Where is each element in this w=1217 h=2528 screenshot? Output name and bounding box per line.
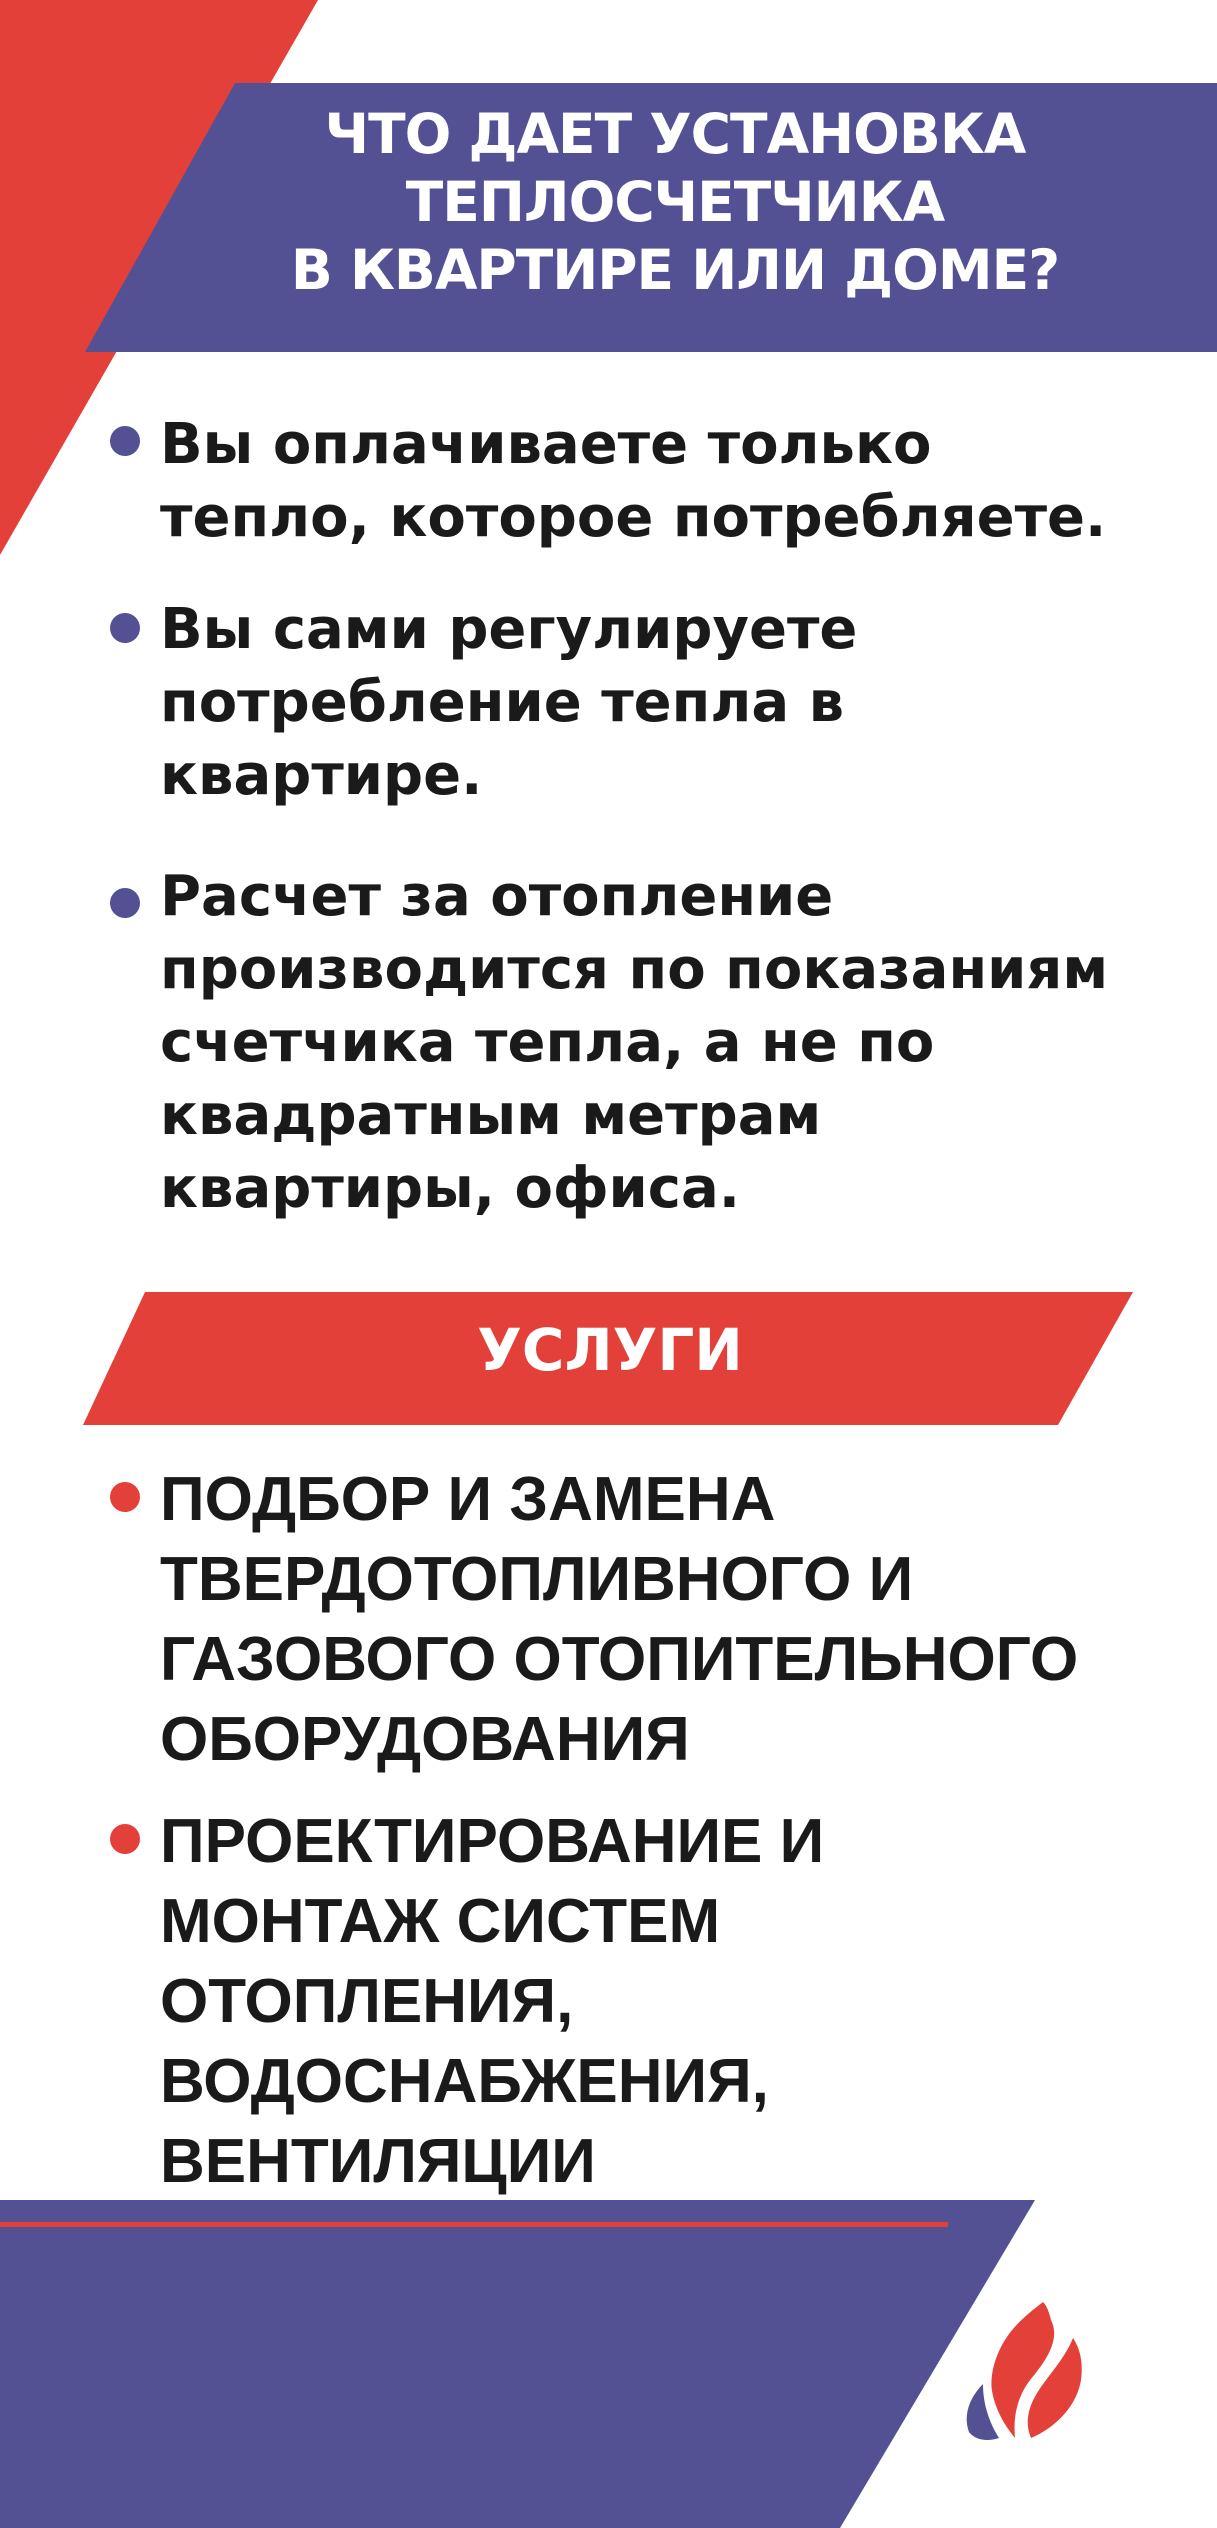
service-text: ПРОЕКТИРОВАНИЕ И МОНТАЖ СИСТЕМ ОТОПЛЕНИЯ, ВОДОСНАБЖЕНИЯ, ВЕНТИЛЯЦИИ (160, 1807, 825, 2196)
flame-logo-icon (955, 2298, 1095, 2443)
benefit-text: Вы сами регулируете потребление тепла в квартире. (160, 597, 858, 808)
services-title: УСЛУГИ (477, 1316, 743, 1384)
benefit-text: Вы оплачиваете только тепло, которое потребляете. (160, 412, 1107, 550)
benefit-text: Расчет за отопление производится по показаниям счетчика тепла, а не по квадратным метрам квартиры, офиса. (160, 864, 1109, 1221)
header-title: ЧТО ДАЕТ УСТАНОВКА ТЕПЛОСЧЕТЧИКА В КВАРТИРЕ ИЛИ ДОМЕ? (290, 102, 1060, 302)
service-text: ПОДБОР И ЗАМЕНА ТВЕРДОТОПЛИВНОГО И ГАЗОВОГО ОТОПИТЕЛЬНОГО ОБОРУДОВАНИЯ (160, 1465, 1079, 1774)
